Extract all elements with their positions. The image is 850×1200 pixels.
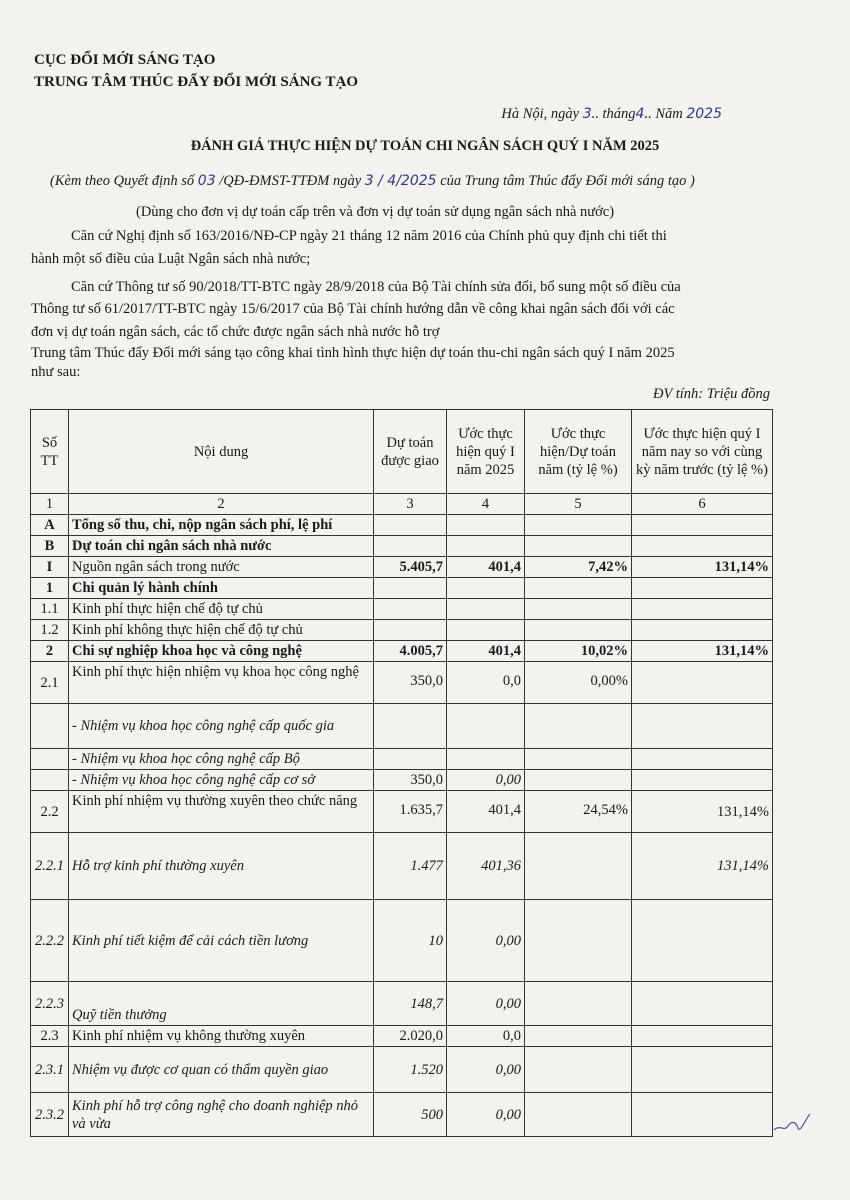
row-col6 — [632, 578, 773, 599]
row-content: Tổng số thu, chi, nộp ngân sách phí, lệ phí — [69, 515, 374, 536]
table-header-row — [31, 410, 773, 494]
attachment-suffix: của Trung tâm Thúc đẩy Đổi mới sáng tạo ) — [440, 173, 695, 189]
attachment-line — [50, 173, 695, 190]
row-col3: 500 — [374, 1093, 447, 1137]
row-stt: 1.1 — [31, 599, 69, 620]
row-col6: 131,14% — [632, 641, 773, 662]
row-content: Nhiệm vụ được cơ quan có thẩm quyền giao — [69, 1047, 374, 1093]
row-col4 — [447, 749, 525, 770]
row-col4: 0,00 — [447, 1047, 525, 1093]
decision-number: 03 — [197, 173, 216, 189]
row-col3 — [374, 620, 447, 641]
table-index-row — [31, 494, 773, 515]
row-col3: 4.005,7 — [374, 641, 447, 662]
table-row — [31, 1026, 773, 1047]
header-col6: Ước thực hiện quý I năm nay so với cùng kỳ năm trước (tỷ lệ %) — [632, 410, 773, 494]
row-col6 — [632, 1093, 773, 1137]
row-col6 — [632, 515, 773, 536]
row-col3 — [374, 515, 447, 536]
index-cell: 2 — [69, 494, 374, 515]
row-content: - Nhiệm vụ khoa học công nghệ cấp Bộ — [69, 749, 374, 770]
row-stt — [31, 749, 69, 770]
row-col5: 0,00% — [525, 662, 632, 704]
index-cell: 5 — [525, 494, 632, 515]
table-row — [31, 662, 773, 704]
attachment-prefix: (Kèm theo Quyết định số — [50, 173, 195, 189]
row-col6 — [632, 662, 773, 704]
row-col4: 401,4 — [447, 791, 525, 833]
index-cell: 6 — [632, 494, 773, 515]
row-col6 — [632, 599, 773, 620]
row-content: Kinh phí tiết kiệm để cải cách tiền lương — [69, 900, 374, 982]
basis2-line1: Căn cứ Thông tư số 90/2018/TT-BTC ngày 28/9/2018 của Bộ Tài chính sửa đổi, bổ sung một số điều của — [71, 279, 681, 295]
row-content: Kinh phí nhiệm vụ không thường xuyên — [69, 1026, 374, 1047]
org-line-2: TRUNG TÂM THÚC ĐẨY ĐỔI MỚI SÁNG TẠO — [34, 74, 359, 90]
row-col4 — [447, 704, 525, 749]
table-row — [31, 620, 773, 641]
basis1-line2: hành một số điều của Luật Ngân sách nhà nước; — [31, 251, 311, 267]
row-stt: 2.2.3 — [31, 982, 69, 1026]
row-stt: 1 — [31, 578, 69, 599]
row-col5 — [525, 833, 632, 900]
row-col3: 148,7 — [374, 982, 447, 1026]
row-col4: 401,36 — [447, 833, 525, 900]
table-row — [31, 557, 773, 578]
index-cell: 1 — [31, 494, 69, 515]
row-col6 — [632, 620, 773, 641]
header-col5: Ước thực hiện/Dự toán năm (tỷ lệ %) — [525, 410, 632, 494]
date-year-prefix: .. Năm — [644, 106, 683, 122]
table-row — [31, 982, 773, 1026]
table-row — [31, 578, 773, 599]
row-col6 — [632, 1026, 773, 1047]
decision-date: 3 / 4/2025 — [364, 173, 437, 189]
row-col5 — [525, 1026, 632, 1047]
row-stt: I — [31, 557, 69, 578]
row-stt: 2.3.2 — [31, 1093, 69, 1137]
header-content: Nội dung — [69, 410, 374, 494]
row-col4: 0,00 — [447, 770, 525, 791]
row-col3 — [374, 536, 447, 557]
date-line — [501, 106, 722, 123]
row-col6: 131,14% — [632, 833, 773, 900]
row-col3: 350,0 — [374, 770, 447, 791]
row-col5 — [525, 578, 632, 599]
table-row — [31, 515, 773, 536]
row-col3: 350,0 — [374, 662, 447, 704]
row-stt: 2.3.1 — [31, 1047, 69, 1093]
row-col5 — [525, 900, 632, 982]
row-content: - Nhiệm vụ khoa học công nghệ cấp cơ sở — [69, 770, 374, 791]
row-col5: 24,54% — [525, 791, 632, 833]
index-cell: 3 — [374, 494, 447, 515]
row-col3: 1.520 — [374, 1047, 447, 1093]
row-stt: 2.2 — [31, 791, 69, 833]
row-col3: 1.477 — [374, 833, 447, 900]
row-col4: 0,00 — [447, 982, 525, 1026]
intro-line2: như sau: — [31, 364, 81, 380]
row-col5 — [525, 704, 632, 749]
row-content: Chi sự nghiệp khoa học và công nghệ — [69, 641, 374, 662]
row-col4 — [447, 620, 525, 641]
row-col6 — [632, 1047, 773, 1093]
date-month-prefix: .. tháng — [591, 106, 636, 122]
row-stt: 1.2 — [31, 620, 69, 641]
date-year: 2025 — [686, 106, 722, 122]
row-stt: 2 — [31, 641, 69, 662]
basis2-line3: đơn vị dự toán ngân sách, các tổ chức được ngân sách nhà nước hỗ trợ — [31, 324, 440, 340]
table-row — [31, 791, 773, 833]
row-col6 — [632, 704, 773, 749]
row-col5: 7,42% — [525, 557, 632, 578]
basis2-line2: Thông tư số 61/2017/TT-BTC ngày 15/6/2017 của Bộ Tài chính hướng dẫn về công khai ngân sách đối với các — [31, 301, 675, 317]
row-stt: 2.1 — [31, 662, 69, 704]
row-col5 — [525, 749, 632, 770]
row-col6 — [632, 770, 773, 791]
row-col4 — [447, 536, 525, 557]
attachment-middle: /QĐ-ĐMST-TTĐM ngày — [219, 173, 362, 189]
row-content: Chi quản lý hành chính — [69, 578, 374, 599]
row-col5 — [525, 982, 632, 1026]
row-stt: B — [31, 536, 69, 557]
row-col5 — [525, 599, 632, 620]
row-stt: 2.2.1 — [31, 833, 69, 900]
row-col3 — [374, 749, 447, 770]
row-col6 — [632, 982, 773, 1026]
date-month: 4 — [635, 106, 645, 122]
row-col4: 401,4 — [447, 557, 525, 578]
row-col3 — [374, 704, 447, 749]
date-day: 3 — [582, 106, 592, 122]
budget-table — [30, 409, 773, 1137]
row-col5 — [525, 515, 632, 536]
row-col4 — [447, 599, 525, 620]
row-stt — [31, 770, 69, 791]
row-col3: 2.020,0 — [374, 1026, 447, 1047]
row-col4: 401,4 — [447, 641, 525, 662]
row-content: Kinh phí thực hiện chế độ tự chủ — [69, 599, 374, 620]
table-row — [31, 900, 773, 982]
row-col5 — [525, 1047, 632, 1093]
header-col4: Ước thực hiện quý I năm 2025 — [447, 410, 525, 494]
index-cell: 4 — [447, 494, 525, 515]
row-content: Hỗ trợ kinh phí thường xuyên — [69, 833, 374, 900]
org-line-1: CỤC ĐỔI MỚI SÁNG TẠO — [34, 52, 216, 68]
row-col6: 131,14% — [632, 557, 773, 578]
row-col5 — [525, 770, 632, 791]
row-col4: 0,0 — [447, 1026, 525, 1047]
scope-note: (Dùng cho đơn vị dự toán cấp trên và đơn vị dự toán sử dụng ngân sách nhà nước) — [136, 204, 615, 220]
table-row — [31, 1047, 773, 1093]
row-col4: 0,00 — [447, 900, 525, 982]
unit-label: ĐV tính: Triệu đồng — [653, 386, 770, 402]
row-content: - Nhiệm vụ khoa học công nghệ cấp quốc gia — [69, 704, 374, 749]
row-col3: 5.405,7 — [374, 557, 447, 578]
table-row — [31, 833, 773, 900]
row-col6: 131,14% — [632, 791, 773, 833]
basis1-line1: Căn cứ Nghị định số 163/2016/NĐ-CP ngày 21 tháng 12 năm 2016 của Chính phủ quy định chi tiết thi — [71, 228, 667, 244]
table-row — [31, 1093, 773, 1137]
row-stt — [31, 704, 69, 749]
row-col4: 0,0 — [447, 662, 525, 704]
row-col5 — [525, 620, 632, 641]
row-col3: 1.635,7 — [374, 791, 447, 833]
row-col5 — [525, 536, 632, 557]
table-row — [31, 641, 773, 662]
row-col5: 10,02% — [525, 641, 632, 662]
intro-line1: Trung tâm Thúc đẩy Đổi mới sáng tạo công khai tình hình thực hiện dự toán thu-chi ngân sách quý I năm 2025 — [31, 345, 675, 361]
table-row — [31, 770, 773, 791]
row-col6 — [632, 900, 773, 982]
row-col4: 0,00 — [447, 1093, 525, 1137]
row-col6 — [632, 536, 773, 557]
row-col3 — [374, 599, 447, 620]
table-row — [31, 599, 773, 620]
initials-signature-icon — [772, 1112, 812, 1134]
document-title: ĐÁNH GIÁ THỰC HIỆN DỰ TOÁN CHI NGÂN SÁCH QUÝ I NĂM 2025 — [190, 138, 660, 154]
table-row — [31, 536, 773, 557]
row-col3: 10 — [374, 900, 447, 982]
header-col3: Dự toán được giao — [374, 410, 447, 494]
row-content: Dự toán chi ngân sách nhà nước — [69, 536, 374, 557]
row-stt: A — [31, 515, 69, 536]
row-content: Kinh phí thực hiện nhiệm vụ khoa học công nghệ — [69, 662, 374, 704]
table-row — [31, 704, 773, 749]
row-content: Kinh phí hỗ trợ công nghệ cho doanh nghiệp nhỏ và vừa — [69, 1093, 374, 1137]
row-col3 — [374, 578, 447, 599]
header-stt: Số TT — [31, 410, 69, 494]
row-col6 — [632, 749, 773, 770]
date-prefix: Hà Nội, ngày — [501, 106, 580, 122]
row-col4 — [447, 578, 525, 599]
row-content: Nguồn ngân sách trong nước — [69, 557, 374, 578]
row-stt: 2.2.2 — [31, 900, 69, 982]
row-content: Quỹ tiền thưởng — [69, 982, 374, 1026]
row-content: Kinh phí nhiệm vụ thường xuyên theo chức năng — [69, 791, 374, 833]
row-col5 — [525, 1093, 632, 1137]
row-stt: 2.3 — [31, 1026, 69, 1047]
table-row — [31, 749, 773, 770]
row-col4 — [447, 515, 525, 536]
row-content: Kinh phí không thực hiện chế độ tự chủ — [69, 620, 374, 641]
